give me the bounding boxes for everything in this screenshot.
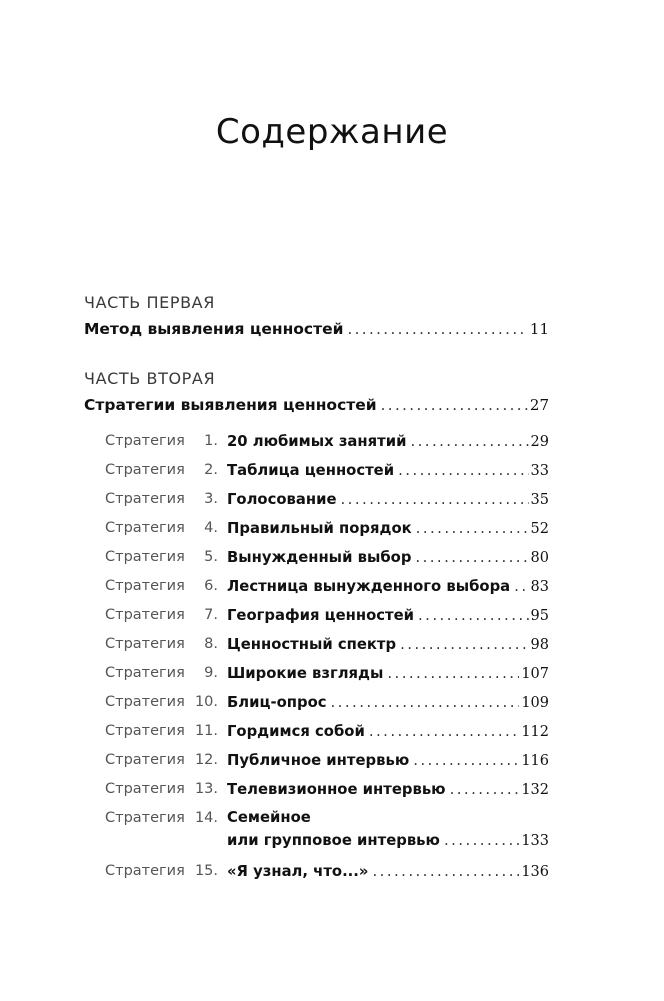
strategy-line — [227, 691, 549, 714]
dot-leader — [373, 860, 520, 882]
dot-leader — [331, 691, 520, 713]
strategy-entry[interactable] — [0, 662, 664, 684]
strategy-label: Стратегия — [105, 549, 185, 565]
toc-heading: Метод выявления ценностей — [84, 320, 344, 338]
strategy-entry[interactable] — [0, 860, 664, 882]
strategy-title: География ценностей — [227, 607, 415, 624]
strategy-line — [227, 604, 549, 627]
page-number: 136 — [521, 864, 549, 880]
strategy-entry[interactable] — [0, 575, 664, 597]
dot-leader — [514, 575, 528, 597]
strategy-number: 8. — [204, 636, 218, 652]
page-number: 107 — [521, 666, 549, 682]
toc-entry[interactable] — [84, 394, 549, 416]
page-number: 83 — [530, 579, 549, 595]
strategy-number: 2. — [204, 462, 218, 478]
part-label: ЧАСТЬ ПЕРВАЯ — [84, 293, 215, 312]
dot-leader — [418, 604, 529, 626]
strategy-label: Стратегия — [105, 578, 185, 594]
strategy-number: 3. — [204, 491, 218, 507]
strategy-label: Стратегия — [105, 752, 185, 768]
strategy-label: Стратегия — [105, 694, 185, 710]
strategy-label: Стратегия — [105, 810, 185, 826]
dot-leader — [413, 749, 519, 771]
strategy-line — [227, 749, 549, 772]
strategy-line — [227, 517, 549, 540]
strategy-line — [227, 720, 549, 743]
strategy-number: 1. — [204, 433, 218, 449]
strategy-entry[interactable] — [0, 720, 664, 742]
strategy-title: Правильный порядок — [227, 520, 412, 537]
strategy-title: или групповое интервью — [227, 832, 440, 849]
strategy-number: 6. — [204, 578, 218, 594]
strategy-label: Стратегия — [105, 462, 185, 478]
strategy-number: 4. — [204, 520, 218, 536]
dot-leader — [369, 720, 519, 742]
strategy-title: Телевизионное интервью — [227, 781, 446, 798]
dot-leader — [347, 318, 527, 340]
strategy-title: 20 любимых занятий — [227, 433, 407, 450]
strategy-entry[interactable] — [0, 749, 664, 771]
strategy-label: Стратегия — [105, 491, 185, 507]
toc-entry[interactable] — [84, 318, 549, 340]
page-number: 116 — [521, 753, 549, 769]
page-number: 98 — [530, 637, 549, 653]
page-number: 95 — [530, 608, 549, 624]
strategy-line — [227, 488, 549, 511]
strategy-title: Ценностный спектр — [227, 636, 397, 653]
strategy-title-line1: Семейное — [227, 809, 311, 826]
strategy-entry[interactable] — [0, 430, 664, 452]
strategy-number: 12. — [194, 752, 218, 768]
strategy-label: Стратегия — [105, 781, 185, 797]
part-second — [84, 368, 549, 416]
page-number: 33 — [530, 463, 549, 479]
strategy-title: Таблица ценностей — [227, 462, 395, 479]
strategy-label: Стратегия — [105, 863, 185, 879]
strategy-title: Публичное интервью — [227, 752, 410, 769]
page-number: 112 — [521, 724, 549, 740]
dot-leader — [415, 546, 528, 568]
page-number: 11 — [529, 320, 549, 338]
strategy-title: Вынужденный выбор — [227, 549, 412, 566]
page-number: 109 — [521, 695, 549, 711]
strategy-line — [227, 662, 549, 685]
strategy-line — [227, 778, 549, 801]
strategy-label: Стратегия — [105, 723, 185, 739]
strategy-entry[interactable] — [0, 488, 664, 510]
strategy-line — [227, 829, 549, 852]
dot-leader — [416, 517, 529, 539]
page-number: 80 — [530, 550, 549, 566]
strategy-number: 14. — [194, 810, 218, 826]
strategy-label: Стратегия — [105, 665, 185, 681]
strategy-line — [227, 575, 549, 598]
strategy-number: 10. — [194, 694, 218, 710]
strategy-number: 5. — [204, 549, 218, 565]
strategy-label: Стратегия — [105, 607, 185, 623]
strategy-number: 9. — [204, 665, 218, 681]
strategy-entry[interactable] — [0, 546, 664, 568]
strategy-title: Лестница вынужденного выбора — [227, 578, 511, 595]
dot-leader — [398, 459, 528, 481]
part-first — [84, 292, 549, 340]
dot-leader — [400, 633, 528, 655]
strategy-number: 7. — [204, 607, 218, 623]
strategy-title: Блиц-опрос — [227, 694, 327, 711]
strategy-entry[interactable] — [0, 633, 664, 655]
strategy-title: Голосование — [227, 491, 337, 508]
strategy-title-first-line — [227, 807, 549, 829]
strategy-entry[interactable] — [0, 459, 664, 481]
dot-leader — [381, 394, 528, 416]
strategy-entry[interactable] — [0, 778, 664, 800]
page-title: Содержание — [215, 112, 449, 152]
dot-leader — [410, 430, 528, 452]
strategy-line — [227, 459, 549, 482]
strategy-number: 15. — [194, 863, 218, 879]
page-number: 35 — [530, 492, 549, 508]
dot-leader — [387, 662, 519, 684]
part-label: ЧАСТЬ ВТОРАЯ — [84, 369, 216, 388]
strategy-line — [227, 430, 549, 453]
strategy-line — [227, 546, 549, 569]
strategy-line — [227, 860, 549, 883]
strategy-line — [227, 633, 549, 656]
dot-leader — [444, 829, 519, 851]
strategy-entry[interactable] — [0, 691, 664, 713]
dot-leader — [341, 488, 529, 510]
strategy-title: Широкие взгляды — [227, 665, 384, 682]
page-number: 52 — [530, 521, 549, 537]
strategy-label: Стратегия — [105, 636, 185, 652]
strategy-label: Стратегия — [105, 433, 185, 449]
strategy-number: 11. — [194, 723, 218, 739]
strategy-entry[interactable] — [0, 807, 664, 851]
strategy-label: Стратегия — [105, 520, 185, 536]
strategy-title: «Я узнал, что...» — [227, 863, 369, 880]
dot-leader — [450, 778, 520, 800]
page-number: 132 — [521, 782, 549, 798]
page-number: 27 — [529, 396, 549, 414]
page-number: 29 — [530, 434, 549, 450]
strategy-title: Гордимся собой — [227, 723, 365, 740]
toc-heading: Стратегии выявления ценностей — [84, 396, 377, 414]
strategy-entry[interactable] — [0, 517, 664, 539]
strategy-entry[interactable] — [0, 604, 664, 626]
page-number: 133 — [521, 833, 549, 849]
strategy-number: 13. — [194, 781, 218, 797]
